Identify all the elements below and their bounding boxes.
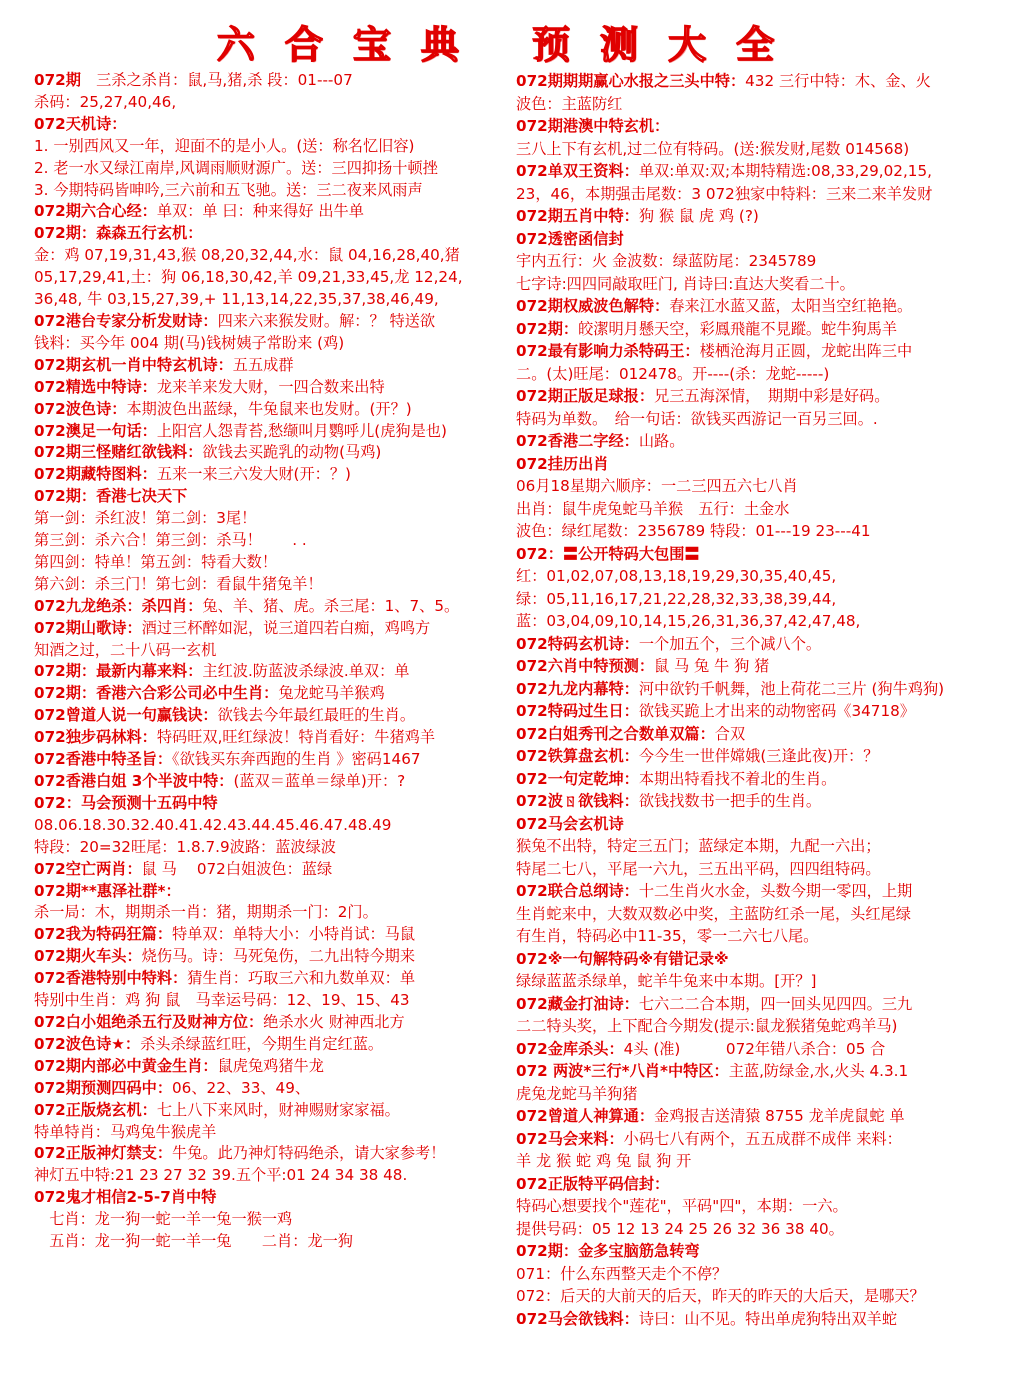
line-text: 单双:单双:双;本期特精选:08,33,29,02,15,	[638, 162, 932, 180]
line-label: 072期玄机一肖中特玄机诗：	[34, 355, 233, 374]
text-line	[34, 508, 504, 530]
line-label: 072香港特别中特料：	[34, 969, 188, 988]
text-line	[516, 880, 994, 903]
left-column	[34, 70, 504, 1380]
line-label: 072一句定乾坤：	[516, 769, 639, 788]
line-text: 五肖：龙一狗一蛇一羊一兔 二肖：龙一狗	[34, 1232, 353, 1251]
text-line	[34, 377, 504, 399]
text-line	[516, 160, 994, 183]
text-line	[34, 1143, 504, 1165]
line-label: 072九龙绝杀：杀四肖：	[34, 596, 203, 615]
text-line	[516, 408, 994, 431]
line-text: 生肖蛇来中，大数双数必中奖，主蓝防红杀一尾，头红尾绿	[516, 904, 911, 923]
text-line	[516, 948, 994, 971]
text-line	[516, 1308, 994, 1331]
text-line	[516, 228, 994, 251]
line-text: 杀一局：木，期期杀一肖：猪，期期杀一门：2门。	[34, 903, 378, 922]
text-line	[516, 363, 994, 386]
line-text: 神灯五中特:21 23 27 32 39.五个平:01 24 34 38 48.	[34, 1166, 408, 1185]
line-label: 072精选中特诗：	[34, 377, 157, 396]
line-text: 欲钱买跪上才出来的动物密码《34718》	[638, 702, 915, 720]
line-text: 二。(太)旺尾：012478。开----(杀：龙蛇-----)	[516, 364, 830, 383]
line-text: 杀头杀绿蓝红旺，今期生肖定红蓝。	[140, 1034, 384, 1053]
line-text: 七字诗:四四同敲取旺门, 肖诗曰:直达大奖看二十。	[516, 274, 855, 293]
line-label: 072期火车头：	[34, 947, 142, 966]
text-line	[516, 115, 994, 138]
line-label: 072单双王资料：	[516, 162, 639, 180]
line-text: 特尾二七八，平尾一六九，三五出平码，四四组特码。	[516, 859, 881, 878]
line-label: 072波色诗★：	[34, 1034, 141, 1053]
text-line	[34, 837, 504, 859]
line-label: 072藏金打油诗：	[516, 994, 639, 1013]
line-text: 七肖：龙一狗一蛇一羊一兔一猴一鸡	[34, 1210, 293, 1229]
line-label: 072期正版足球报：	[516, 387, 655, 405]
line-text: 第四剑：特单！第五剑：特看大数！	[34, 552, 277, 571]
line-label: 072天机诗：	[34, 114, 127, 133]
text-line	[516, 1038, 994, 1061]
text-line	[34, 881, 504, 903]
text-line	[34, 1100, 504, 1122]
text-line	[34, 574, 504, 596]
line-label: 072期六合心经：	[34, 202, 157, 221]
text-line	[34, 1187, 504, 1209]
line-text: 06、22、33、49、	[172, 1078, 311, 1097]
line-text: 欲钱找数书一把手的生肖。	[638, 792, 822, 810]
text-line	[516, 1128, 994, 1151]
line-text: 本期波色出蓝绿，牛兔鼠来也发财。(开？)	[126, 399, 412, 418]
line-text: 鼠虎兔鸡猪牛龙	[217, 1056, 324, 1075]
text-line	[34, 902, 504, 924]
text-line	[516, 1218, 994, 1241]
line-text: 鼠 马 兔 牛 狗 猪	[654, 657, 770, 675]
text-line	[516, 70, 994, 93]
line-text: 23，46，本期强击尾数：3 072独家中特料：三来二来羊发财	[516, 184, 933, 203]
text-line	[34, 924, 504, 946]
line-text: 七六二二合本期，四一回头见四四。三九	[638, 994, 913, 1013]
line-label: 072期山歌诗：	[34, 618, 142, 637]
line-text: 36,48, 牛 03,15,27,39,+ 11,13,14,22,35,37,38,46,49,	[34, 290, 439, 309]
line-text: 071：什么东西整天走个不停？	[516, 1264, 728, 1283]
text-line	[516, 498, 994, 521]
line-label: 072曾道人说一句赢钱诀：	[34, 706, 218, 725]
line-text: 河中欲钓千帆舞，池上荷花二三片 (狗牛鸡狗)	[638, 679, 945, 698]
text-line	[34, 771, 504, 793]
line-text: 欲钱去今年最红最旺的生肖。	[217, 706, 416, 725]
line-text: 鼠 马 072白姐波色：蓝绿	[141, 859, 333, 878]
text-line	[516, 858, 994, 881]
text-line	[34, 267, 504, 289]
line-text: 欲钱去买跪乳的动物(马鸡)	[202, 443, 382, 462]
text-line	[516, 138, 994, 161]
line-text: 06月18星期六顺序：一二三四五六七八肖	[516, 477, 798, 495]
line-label: 072最有影响力杀特码王：	[516, 342, 700, 360]
line-text: 绝杀水火 财神西北方	[263, 1012, 405, 1031]
text-line	[34, 1056, 504, 1078]
text-line	[516, 610, 994, 633]
line-label: 072期：金多宝脑筋急转弯	[516, 1242, 700, 1260]
line-label: 072正版特平码信封：	[516, 1174, 670, 1193]
text-line	[516, 678, 994, 701]
line-text: 龙来羊来发大财，一四合数来出特	[156, 377, 385, 396]
line-text: 1. 一别西风又一年，迎面不的是小人。(送：称名忆旧容)	[34, 136, 415, 155]
line-label: 072铁算盘玄机：	[516, 747, 639, 765]
line-label: 072透密函信封	[516, 229, 624, 248]
text-line	[34, 421, 504, 443]
text-line	[34, 793, 504, 815]
line-text: 特码旺双,旺红绿波！特肖看好：牛猪鸡羊	[156, 728, 436, 747]
line-text: 特码心想要找个"莲花"，平码"四"，本期：一六。	[516, 1197, 848, 1215]
line-text: 特别中生肖：鸡 狗 鼠 马幸运号码：12、19、15、43	[34, 991, 410, 1010]
text-line	[34, 1231, 504, 1253]
text-line	[34, 399, 504, 421]
line-text: 合双	[714, 724, 746, 743]
line-label: 072 两波*三行*八肖*中特区：	[516, 1062, 729, 1080]
line-text: 432 三行中特：木、金、火	[745, 72, 931, 90]
line-text: 猜生肖：巧取三六和九数单双：单	[187, 969, 416, 988]
line-text: 皎潔明月懸天空，彩鳳飛龍不見蹤。蛇牛狗馬羊	[578, 319, 898, 338]
line-label: 072九龙内幕特：	[516, 679, 639, 698]
text-line	[34, 442, 504, 464]
line-label: 072期藏特图料：	[34, 465, 157, 484]
line-text: 第三剑：杀六合！第三剑：杀马！ . .	[34, 531, 307, 550]
text-line	[516, 565, 994, 588]
text-line	[34, 289, 504, 311]
line-text: 三杀之杀肖：鼠,马,猪,杀 段：01---07	[80, 71, 353, 89]
line-text: 第六剑：杀三门！第七剑：看鼠牛猪兔羊！	[34, 574, 323, 593]
text-line	[516, 1285, 994, 1308]
text-line	[516, 340, 994, 363]
line-label: 072澳足一句话：	[34, 421, 157, 440]
line-label: 072鬼才相信2-5-7肖中特	[34, 1188, 217, 1207]
line-text: 2. 老一水又绿江南岸,风调雨顺财源广。送：三四抑扬十顿挫	[34, 158, 438, 177]
line-text: 牛兔。此乃神灯特码绝杀，请大家参考！	[172, 1144, 446, 1163]
text-line	[34, 201, 504, 223]
line-label: 072※一句解特码※有错记录※	[516, 949, 729, 968]
line-label: 072联合总纲诗：	[516, 882, 639, 900]
text-line	[34, 640, 504, 662]
text-line	[34, 990, 504, 1012]
line-label: 072期：最新内幕来料：	[34, 662, 203, 681]
line-label: 072白小姐绝杀五行及财神方位：	[34, 1012, 264, 1031]
line-label: 072香港中特圣旨：	[34, 750, 173, 769]
text-line	[34, 464, 504, 486]
line-text: 烧伤马。诗：马死兔伤，二九出特今期来	[141, 947, 416, 966]
text-line	[34, 1165, 504, 1187]
line-text: 红：01,02,07,08,13,18,19,29,30,35,40,45,	[516, 567, 837, 585]
line-label: 072马会玄机诗	[516, 814, 624, 833]
text-line	[516, 790, 994, 813]
line-text: 一个加五个，三个减八个。	[638, 634, 822, 653]
text-line	[34, 727, 504, 749]
text-line	[34, 1122, 504, 1144]
text-line	[516, 250, 994, 273]
text-line	[34, 333, 504, 355]
line-label: 072期三怪赌红欲钱料：	[34, 443, 203, 462]
text-line	[516, 633, 994, 656]
text-line	[516, 93, 994, 116]
text-line	[516, 273, 994, 296]
text-line	[516, 1240, 994, 1263]
line-text: 羊 龙 猴 蛇 鸡 兔 鼠 狗 开	[516, 1152, 692, 1170]
text-line	[34, 355, 504, 377]
text-line	[34, 158, 504, 180]
line-text: 08.06.18.30.32.40.41.42.43.44.45.46.47.48.49	[34, 815, 392, 834]
line-text: 第一剑：杀红波！第二剑：3尾！	[34, 509, 257, 528]
line-label: 072特码过生日：	[516, 702, 639, 720]
line-text: 单双：单 曰：种来得好 出牛单	[156, 202, 364, 221]
line-text: 狗 猴 鼠 虎 鸡 (?)	[638, 207, 759, 225]
line-label: 072六肖中特预测：	[516, 657, 655, 675]
line-text: 特段：20=32旺尾：1.8.7.9波路：蓝波绿波	[34, 837, 336, 856]
line-label: 072期预测四码中：	[34, 1078, 173, 1097]
line-label: 072期权威波色解特：	[516, 297, 670, 315]
line-text: 波色：主蓝防红	[516, 94, 623, 113]
line-text: 《欲钱买东奔西跑的生肖 》密码1467	[172, 750, 421, 769]
text-line	[34, 1078, 504, 1100]
line-text: 宇内五行：火 金波数：绿蓝防尾：2345789	[516, 252, 817, 270]
line-text: 二二特头奖，上下配合今期发(提示:鼠龙猴猪兔蛇鸡羊马)	[516, 1017, 898, 1035]
line-text: 波色：绿红尾数：2356789 特段：01---19 23---41	[516, 522, 871, 540]
text-line	[516, 768, 994, 791]
text-line	[34, 618, 504, 640]
text-line	[516, 1173, 994, 1196]
line-text: 主红波.防蓝波杀绿波.单双：单	[202, 662, 410, 681]
line-text: 金鸡报吉送清猿 8755 龙羊虎鼠蛇 单	[654, 1107, 905, 1125]
line-text: 特单双：单特大小：小特肖试：马鼠	[172, 925, 416, 944]
line-label: 072期内部必中黄金生肖：	[34, 1056, 218, 1075]
line-label: 072空亡两肖：	[34, 859, 142, 878]
line-label: 072香港二字经：	[516, 432, 639, 450]
text-line	[34, 70, 504, 92]
line-label: 072我为特码狂篇：	[34, 925, 173, 944]
line-text: 今今生一世伴嫦娥(三逢此夜)开：？	[638, 747, 879, 765]
line-text: 小码七八有两个，五五成群不成伴 来料：	[623, 1129, 902, 1148]
line-text: 绿绿蓝蓝杀绿单，蛇羊牛兔来中本期。[开？]	[516, 972, 817, 990]
right-column	[516, 70, 994, 1380]
line-label: 072期：香港六合彩公司必中生肖：	[34, 684, 279, 703]
line-text: 钱料：买今年 004 期(马)钱树姨子常盼来 (鸡)	[34, 333, 345, 352]
text-line	[34, 311, 504, 333]
line-label: 072期：	[516, 319, 579, 338]
line-text: 特码为单数。 给一句话：欲钱买西游记一百另三回。.	[516, 409, 878, 428]
text-line	[34, 114, 504, 136]
text-line	[516, 1150, 994, 1173]
line-text: 金：鸡 07,19,31,43,猴 08,20,32,44,水：鼠 04,16,28,40,猪	[34, 246, 460, 265]
line-text: 五来一来三六发大财(开：？)	[156, 465, 351, 484]
line-label: 072白姐秀刊之合数单双篇：	[516, 724, 715, 743]
line-label: 072期：香港七决天下	[34, 487, 188, 506]
text-line	[516, 813, 994, 836]
line-text: 提供号码：05 12 13 24 25 26 32 36 38 40。	[516, 1219, 844, 1238]
text-line	[34, 552, 504, 574]
text-line	[516, 1263, 994, 1286]
line-label: 072特码玄机诗：	[516, 634, 639, 653]
text-line	[516, 543, 994, 566]
line-text: 072：后天的大前天的后天，昨天的昨天的大后天，是哪天？	[516, 1287, 925, 1305]
text-line	[34, 136, 504, 158]
text-line	[34, 946, 504, 968]
line-text: 05,17,29,41,土：狗 06,18,30,42,羊 09,21,33,45,龙 12,24,	[34, 268, 463, 287]
text-line	[34, 245, 504, 267]
line-text: 有生肖，特码必中11-35，零一二六七八尾。	[516, 927, 819, 945]
text-line	[516, 1060, 994, 1083]
line-label: 072马会来料：	[516, 1129, 624, 1148]
text-line	[34, 530, 504, 552]
text-line	[34, 661, 504, 683]
text-line	[516, 475, 994, 498]
line-label: 072独步码林料：	[34, 728, 157, 747]
text-line	[516, 723, 994, 746]
text-line	[34, 859, 504, 881]
line-text: 3. 今期特码皆呻吟,三六前和五飞驰。送：三二夜来风雨声	[34, 180, 423, 199]
line-text: 本期出特看找不着北的生肖。	[638, 769, 837, 788]
line-text: 兄三五海深情， 期期中彩是好码。	[654, 387, 890, 405]
line-text: 四来六来猴发财。解：？ 特送欲	[217, 311, 436, 330]
line-label: 072波ㄖ欲钱料：	[516, 792, 639, 810]
text-line	[516, 295, 994, 318]
line-label: 072期港澳中特玄机：	[516, 117, 670, 135]
line-label: 072正版烧玄机：	[34, 1100, 157, 1119]
text-line	[34, 705, 504, 727]
text-line	[516, 385, 994, 408]
text-line	[516, 430, 994, 453]
text-line	[516, 970, 994, 993]
line-label: 072期：森森五行玄机：	[34, 224, 203, 243]
line-label: 072：〓公开特码大包围〓	[516, 544, 700, 563]
text-line	[516, 183, 994, 206]
text-line	[34, 180, 504, 202]
line-text: 绿：05,11,16,17,21,22,28,32,33,38,39,44,	[516, 589, 837, 608]
line-text: 诗曰：山不见。特出单虎狗特出双羊蛇	[638, 1309, 898, 1328]
text-line	[34, 1034, 504, 1056]
line-label: 072波色诗：	[34, 399, 127, 418]
line-label: 072正版神灯禁支：	[34, 1144, 173, 1163]
text-line	[516, 993, 994, 1016]
line-text: 知酒之过，二十八码一玄机	[34, 640, 217, 659]
page-header	[0, 14, 1021, 66]
text-line	[516, 655, 994, 678]
text-line	[516, 318, 994, 341]
text-line	[34, 92, 504, 114]
line-text: 山路。	[638, 432, 685, 450]
text-line	[516, 588, 994, 611]
line-text: 猴兔不出特，特定三五门；蓝绿定本期，九配一六出；	[516, 837, 881, 855]
text-line	[516, 903, 994, 926]
line-label: 072金库杀头：	[516, 1039, 624, 1058]
text-line	[34, 1209, 504, 1231]
line-text: (蓝双＝蓝单＝绿单)开：?	[233, 772, 406, 790]
line-text: 十二生肖火水金，头数今期一零四，上期	[638, 882, 913, 900]
text-line	[516, 205, 994, 228]
line-label: 072港台专家分析发财诗：	[34, 311, 218, 330]
line-label: 072期期期赢心水报之三头中特：	[516, 72, 746, 90]
line-text: 出肖：鼠牛虎兔蛇马羊猴 五行：土金水	[516, 499, 790, 518]
line-label: 072挂历出肖	[516, 454, 609, 473]
text-line	[34, 683, 504, 705]
text-line	[516, 835, 994, 858]
line-label: 072曾道人神算通：	[516, 1107, 655, 1125]
text-line	[34, 815, 504, 837]
line-text: 杀码：25,27,40,46,	[34, 92, 177, 111]
line-text: 楼栖沧海月正圆，龙蛇出阵三中	[699, 342, 913, 360]
page-title: 六合宝典 预测大全	[216, 22, 805, 67]
line-label: 072香港白姐 3个半波中特：	[34, 772, 234, 790]
text-line	[516, 1195, 994, 1218]
text-line	[516, 925, 994, 948]
line-label: 072期	[34, 71, 81, 89]
line-label: 072期**惠泽社群*：	[34, 881, 181, 900]
line-text: 兔龙蛇马羊猴鸡	[278, 684, 385, 703]
line-text: 蓝：03,04,09,10,14,15,26,31,36,37,42,47,48,	[516, 612, 861, 630]
text-line	[34, 596, 504, 618]
line-label: 072马会欲钱料：	[516, 1309, 639, 1328]
text-line	[516, 1015, 994, 1038]
text-line	[516, 1083, 994, 1106]
line-text: 主蓝,防绿金,水,火头 4.3.1	[728, 1062, 909, 1080]
text-line	[34, 486, 504, 508]
text-line	[516, 1105, 994, 1128]
line-label: 072：马会预测十五码中特	[34, 793, 218, 812]
line-text: 酒过三杯醉如泥，说三道四若白痴，鸡鸣方	[141, 618, 431, 637]
text-line	[34, 968, 504, 990]
text-line	[516, 520, 994, 543]
line-text: 七上八下来风时，财神赐财家家福。	[156, 1100, 400, 1119]
line-text: 特单特肖：马鸡兔牛猴虎羊	[34, 1122, 217, 1141]
line-text: 上阳宫人怨青苔,愁缬叫月鹦呼儿(虎狗是也)	[156, 421, 447, 440]
line-text: 虎兔龙蛇马羊狗猪	[516, 1084, 638, 1103]
line-text: 4头 (准) 072年错八杀合：05 合	[623, 1039, 886, 1058]
line-text: 春来江水蓝又蓝，太阳当空红艳艳。	[669, 297, 913, 315]
line-text: 三八上下有玄机,过二位有特码。(送:猴发财,尾数 014568)	[516, 139, 910, 158]
text-line	[34, 223, 504, 245]
text-line	[34, 749, 504, 771]
line-text: 兔、羊、猪、虎。杀三尾：1、7、5。	[202, 596, 460, 615]
text-line	[34, 1012, 504, 1034]
text-line	[516, 453, 994, 476]
text-line	[516, 700, 994, 723]
line-text: 五五成群	[232, 355, 294, 374]
text-line	[516, 745, 994, 768]
line-label: 072期五肖中特：	[516, 207, 639, 225]
